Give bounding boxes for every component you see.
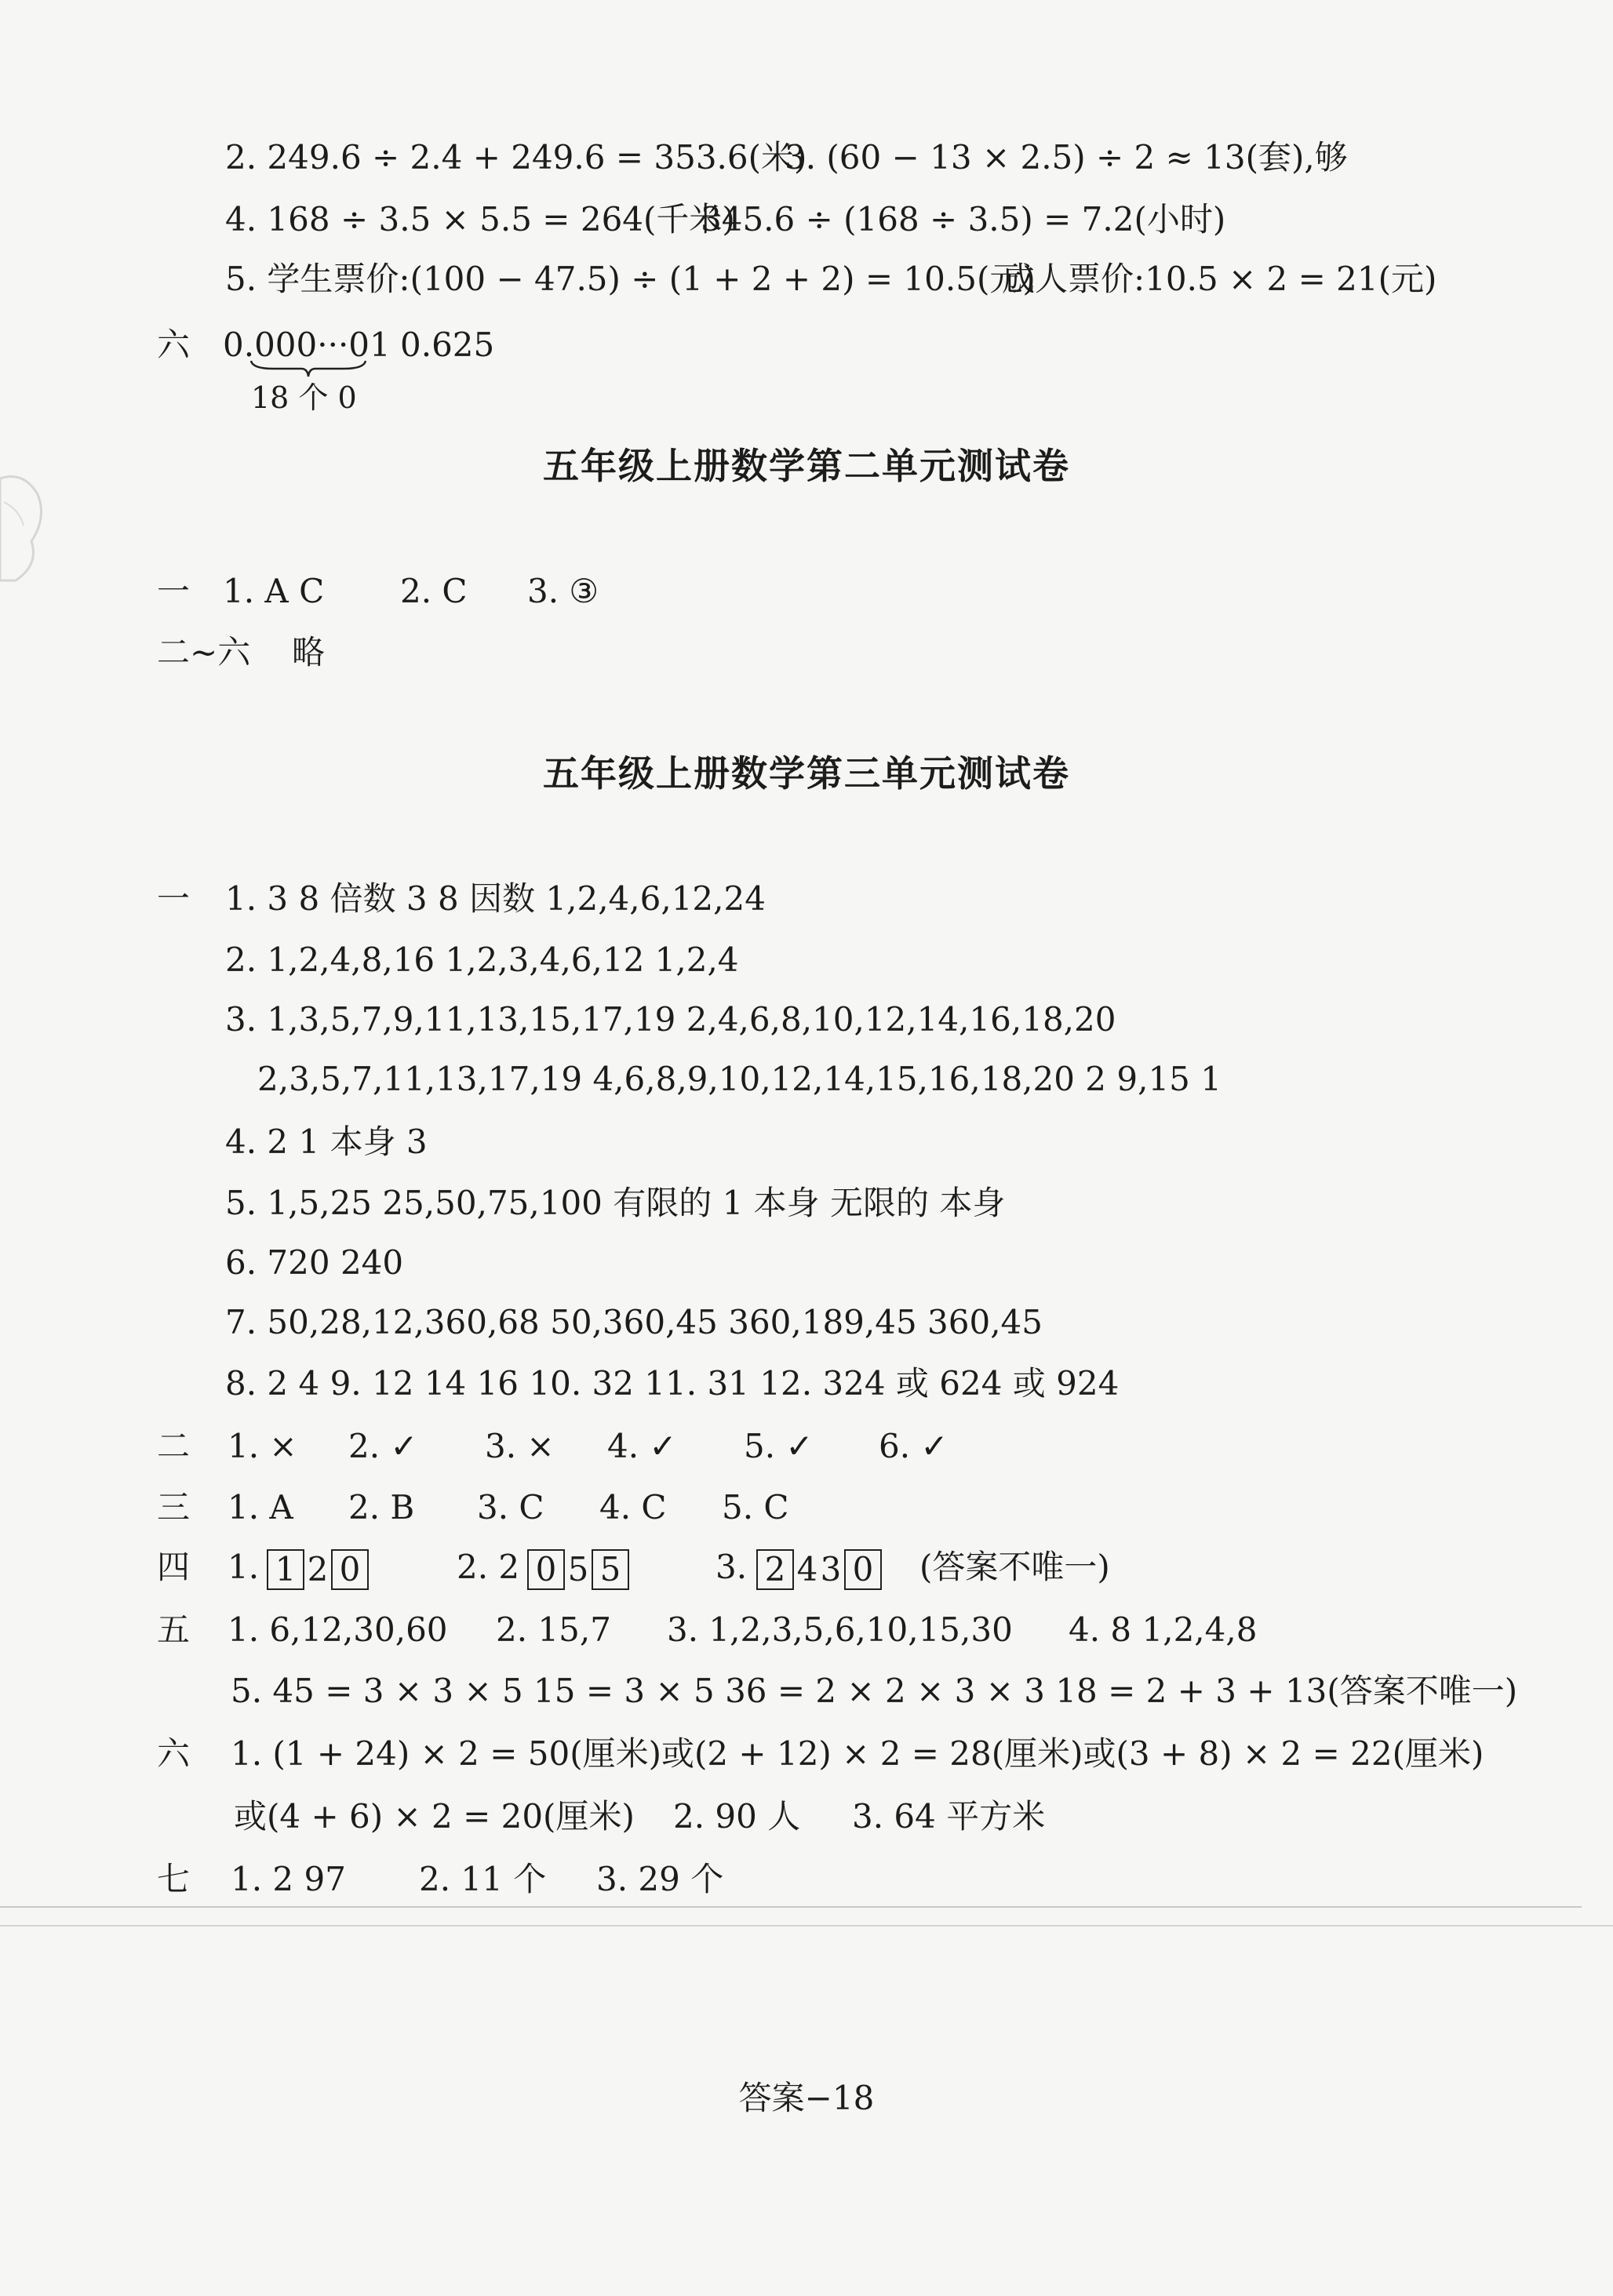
answer-text: 5. 1,5,25 25,50,75,100 有限的 1 本身 无限的 本身	[225, 1184, 1006, 1222]
answer-text: 2. 90 人	[673, 1797, 801, 1836]
answer-text: 略	[292, 633, 326, 671]
answer-text: 7. 50,28,12,360,68 50,360,45 360,189,45 360,45	[225, 1303, 1043, 1341]
section-label: 二~六	[157, 633, 251, 671]
digit: 5	[567, 1550, 589, 1588]
answer-text: 3. 29 个	[596, 1860, 724, 1898]
digit: 2	[307, 1550, 329, 1588]
answer-text: 4. 168 ÷ 3.5 × 5.5 = 264(千米)	[225, 200, 735, 238]
boxed-digit: 1	[267, 1549, 304, 1590]
answer-text: 0.000···01	[223, 326, 391, 364]
answer-text: 6. ✓	[879, 1427, 949, 1465]
answer-text: 1. 2 97	[231, 1860, 346, 1898]
boxed-digit: 2	[756, 1549, 794, 1590]
digit: 4	[796, 1550, 818, 1588]
answer-text: 2. C	[400, 572, 468, 610]
answer-text: 4. 2 1 本身 3	[225, 1123, 428, 1161]
boxed-digit: 0	[331, 1549, 369, 1590]
section-label: 七	[157, 1860, 191, 1898]
answer-text: 345.6 ÷ (168 ÷ 3.5) = 7.2(小时)	[701, 200, 1226, 238]
answer-text: 2. 2	[457, 1548, 520, 1586]
answer-text: 0.625	[400, 326, 495, 364]
answer-text: 2. ✓	[348, 1427, 418, 1465]
section-label: 一	[157, 879, 191, 918]
answer-text: 3. ③	[527, 572, 599, 610]
answer-text: 3. 1,3,5,7,9,11,13,15,17,19 2,4,6,8,10,12,14,16,18,20	[225, 1000, 1116, 1039]
boxed-digit: 5	[592, 1549, 629, 1590]
answer-text: 4. 8 1,2,4,8	[1069, 1610, 1258, 1649]
answer-text: 成人票价:10.5 × 2 = 21(元)	[1002, 260, 1437, 298]
section-label: 五	[157, 1610, 191, 1649]
answer-text: 2,3,5,7,11,13,17,19 4,6,8,9,10,12,14,15,16,18,20 2 9,15 1	[257, 1060, 1222, 1098]
answer-text: 2. 15,7	[496, 1610, 611, 1649]
brace-note: 18 个 0	[251, 380, 357, 415]
answer-text: 3. 1,2,3,5,6,10,15,30	[667, 1610, 1013, 1649]
answer-text: 3.	[715, 1548, 748, 1586]
answer-text: 1.	[228, 1548, 260, 1586]
boxed-digit: 0	[527, 1549, 565, 1590]
page-number: 答案−18	[738, 2079, 875, 2117]
digit: 3	[820, 1550, 842, 1588]
answer-text: 1. A C	[223, 572, 325, 610]
answer-note: (答案不唯一)	[919, 1548, 1110, 1586]
answer-text: 2. B	[348, 1488, 415, 1526]
answer-text: 1. ×	[228, 1427, 297, 1465]
answer-text: 3. (60 − 13 × 2.5) ÷ 2 ≈ 13(套),够	[785, 138, 1348, 176]
digit-group-q3	[755, 1547, 883, 1590]
unit3-title: 五年级上册数学第三单元测试卷	[543, 752, 1070, 795]
section-label: 二	[157, 1427, 191, 1465]
section-label: 三	[157, 1488, 191, 1526]
section-label: 一	[157, 572, 191, 610]
answer-text: 2. 11 个	[419, 1860, 547, 1898]
answer-text: 1. A	[228, 1488, 293, 1526]
answer-text: 4. C	[599, 1488, 667, 1526]
boxed-digit: 0	[844, 1549, 882, 1590]
answer-text: 3. ×	[485, 1427, 555, 1465]
answer-text: 5. ✓	[744, 1427, 814, 1465]
section-label: 六	[157, 1734, 191, 1773]
divider-line	[0, 1925, 1613, 1927]
answer-text: 5. C	[722, 1488, 789, 1526]
answer-text: 1. 6,12,30,60	[228, 1610, 448, 1649]
answer-text: 5. 学生票价:(100 − 47.5) ÷ (1 + 2 + 2) = 10.5(元)	[225, 260, 1036, 298]
divider-line	[0, 1906, 1582, 1908]
answer-text: 或(4 + 6) × 2 = 20(厘米)	[234, 1797, 635, 1836]
answer-text: 6. 720 240	[225, 1243, 404, 1282]
answer-text: 5. 45 = 3 × 3 × 5 15 = 3 × 5 36 = 2 × 2 × 3 × 3 18 = 2 + 3 + 13(答案不唯一)	[231, 1672, 1518, 1710]
answer-text: 8. 2 4 9. 12 14 16 10. 32 11. 31 12. 324 或 624 或 924	[225, 1364, 1120, 1403]
digit-group-q2	[526, 1547, 631, 1590]
answer-text: 1. (1 + 24) × 2 = 50(厘米)或(2 + 12) × 2 = 28(厘米)或(3 + 8) × 2 = 22(厘米)	[231, 1734, 1484, 1773]
answer-text: 3. 64 平方米	[852, 1797, 1046, 1836]
section-label: 四	[157, 1548, 191, 1586]
section-label: 六	[157, 326, 191, 364]
digit-group-q1	[265, 1547, 370, 1590]
answer-text: 4. ✓	[607, 1427, 677, 1465]
answer-text: 2. 1,2,4,8,16 1,2,3,4,6,12 1,2,4	[225, 941, 739, 979]
answer-text: 2. 249.6 ÷ 2.4 + 249.6 = 353.6(米)	[225, 138, 807, 176]
answer-text: 3. C	[477, 1488, 544, 1526]
unit2-title: 五年级上册数学第二单元测试卷	[543, 445, 1070, 487]
answer-text: 1. 3 8 倍数 3 8 因数 1,2,4,6,12,24	[225, 879, 766, 918]
